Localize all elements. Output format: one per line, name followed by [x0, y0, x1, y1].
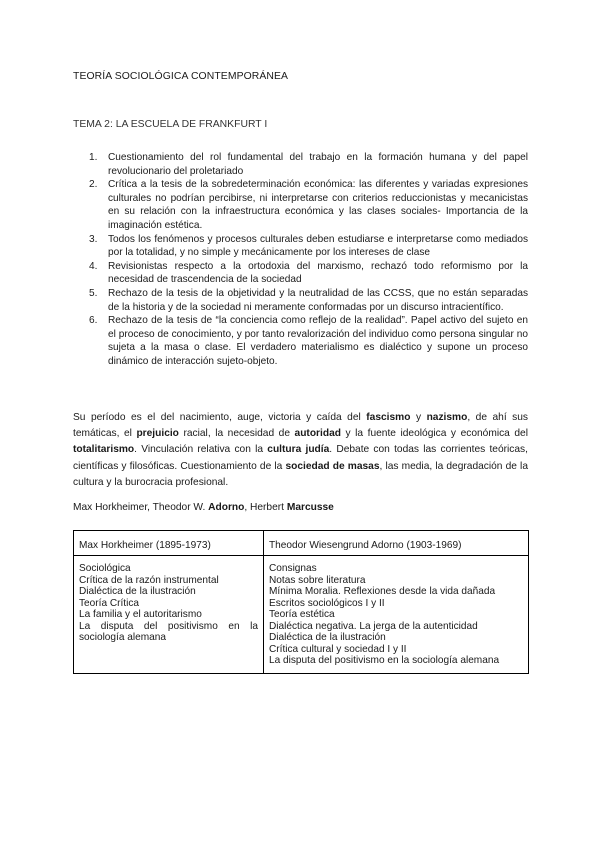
keyword-prejuicio: prejuicio — [136, 428, 179, 440]
paragraph-text: , las media, la degradación de la cultura y la burocracia profesional. — [73, 460, 528, 488]
keyword-cultura-judia: cultura judía — [267, 444, 330, 456]
list-item-text: Crítica a la tesis de la sobredeterminación económica: las diferentes y variadas expresiones culturales no podrían percibirse, ni interpretarse con criterios reduccionistas y mecanicistas en su relación con la infraestructura económica y las clases sociales- Importancia de la imaginación estética. — [108, 179, 528, 231]
paragraph-text: racial, la necesidad de — [178, 428, 295, 440]
work-item: Dialéctica negativa. La jerga de la autenticidad — [269, 620, 478, 632]
work-item: Consignas — [269, 563, 317, 574]
horkheimer-works-cell — [74, 556, 264, 674]
context-paragraph — [73, 410, 528, 491]
keyword-fascismo: fascismo — [366, 412, 411, 423]
list-item-text: Rechazo de la tesis de “la conciencia como reflejo de la realidad”. Papel activo del sujeto en el proceso de conocimiento, y por tanto revalorización del individuo como persona singular no sujeta a la masa o clase. El verdadero materialismo es dialéctico y supone un proceso dinámico de interacción sujeto-objeto. — [108, 315, 528, 367]
list-item-number: 3. — [89, 233, 98, 245]
keyword-autoridad: autoridad — [294, 428, 341, 440]
authors-line — [73, 502, 334, 513]
list-item — [73, 233, 528, 260]
work-item: La disputa del positivismo en la sociología alemana — [79, 620, 258, 643]
work-item: Teoría estética — [269, 609, 335, 620]
table-header-row — [74, 531, 529, 556]
works-table — [73, 530, 529, 674]
list-item-number: 4. — [89, 260, 98, 272]
column-header-horkheimer: Max Horkheimer (1895-1973) — [74, 531, 264, 556]
work-item: Escritos sociológicos I y II — [269, 597, 385, 609]
paragraph-text: Su período es el del nacimiento, auge, victoria y caída del — [73, 412, 367, 423]
paragraph-text: . Vinculación relativa con la — [134, 444, 268, 456]
list-item — [73, 178, 528, 232]
list-item — [73, 287, 528, 314]
list-item-text: Cuestionamiento del rol fundamental del trabajo en la formación humana y del papel revolucionario del proletariado — [108, 152, 528, 177]
keyword-totalitarismo: totalitarismo — [73, 444, 135, 456]
list-item — [73, 314, 528, 368]
work-item: Dialéctica de la ilustración — [79, 586, 196, 597]
keyword-nazismo: nazismo — [426, 412, 468, 423]
list-item-number: 1. — [89, 152, 98, 163]
author-adorno: Adorno — [208, 502, 245, 513]
work-item: Teoría Crítica — [79, 597, 140, 609]
work-item: Crítica de la razón instrumental — [79, 574, 219, 586]
list-item-number: 6. — [89, 315, 98, 327]
adorno-works-cell — [264, 556, 529, 674]
list-item-text: Todos los fenómenos y procesos culturales deben estudiarse e interpretarse como mediados por la totalidad, y no simple y mecánicamente por los intereses de clase — [108, 233, 528, 259]
paragraph-text: y la fuente ideológica y económica del — [340, 428, 528, 440]
work-item: Dialéctica de la ilustración — [269, 632, 386, 643]
document-title: TEORÍA SOCIOLÓGICA CONTEMPORÁNEA — [73, 71, 289, 82]
key-points-list — [73, 151, 528, 369]
work-item: Crítica cultural y sociedad I y II — [269, 643, 407, 655]
work-item: La disputa del positivismo en la sociología alemana — [269, 655, 500, 666]
list-item-text: Rechazo de la tesis de la objetividad y la neutralidad de las CCSS, que no están separadas de la historia y de la sociedad ni meramente conformadas por un discurso intracientífico. — [108, 287, 528, 313]
work-item: Sociológica — [79, 563, 131, 574]
author-marcusse: Marcusse — [286, 502, 334, 513]
paragraph-text: y — [410, 412, 427, 423]
list-item — [73, 260, 528, 287]
author-horkheimer-adorno-prefix: Max Horkheimer, Theodor W. — [73, 502, 209, 513]
list-item-text: Revisionistas respecto a la ortodoxia del marxismo, rechazó todo reformismo por la necesidad de trascendencia de la sociedad — [108, 260, 528, 286]
author-separator: , Herbert — [244, 502, 287, 513]
work-item: La familia y el autoritarismo — [79, 609, 202, 620]
paragraph-text: , de ahí sus temáticas, el — [73, 412, 529, 440]
work-item: Mínima Moralia. Reflexiones desde la vida dañada — [269, 586, 496, 597]
paragraph-text: . Debate con todas las corrientes teóricas, científicas y filosóficas. Cuestionamiento de la — [73, 444, 528, 472]
list-item — [73, 151, 528, 178]
keyword-sociedad-de-masas: sociedad de masas — [285, 460, 380, 472]
table-row — [74, 556, 529, 674]
section-subtitle: TEMA 2: LA ESCUELA DE FRANKFURT I — [73, 119, 268, 130]
column-header-adorno: Theodor Wiesengrund Adorno (1903-1969) — [264, 531, 529, 556]
list-item-number: 5. — [89, 287, 98, 299]
work-item: Notas sobre literatura — [269, 574, 366, 586]
list-item-number: 2. — [89, 179, 98, 191]
